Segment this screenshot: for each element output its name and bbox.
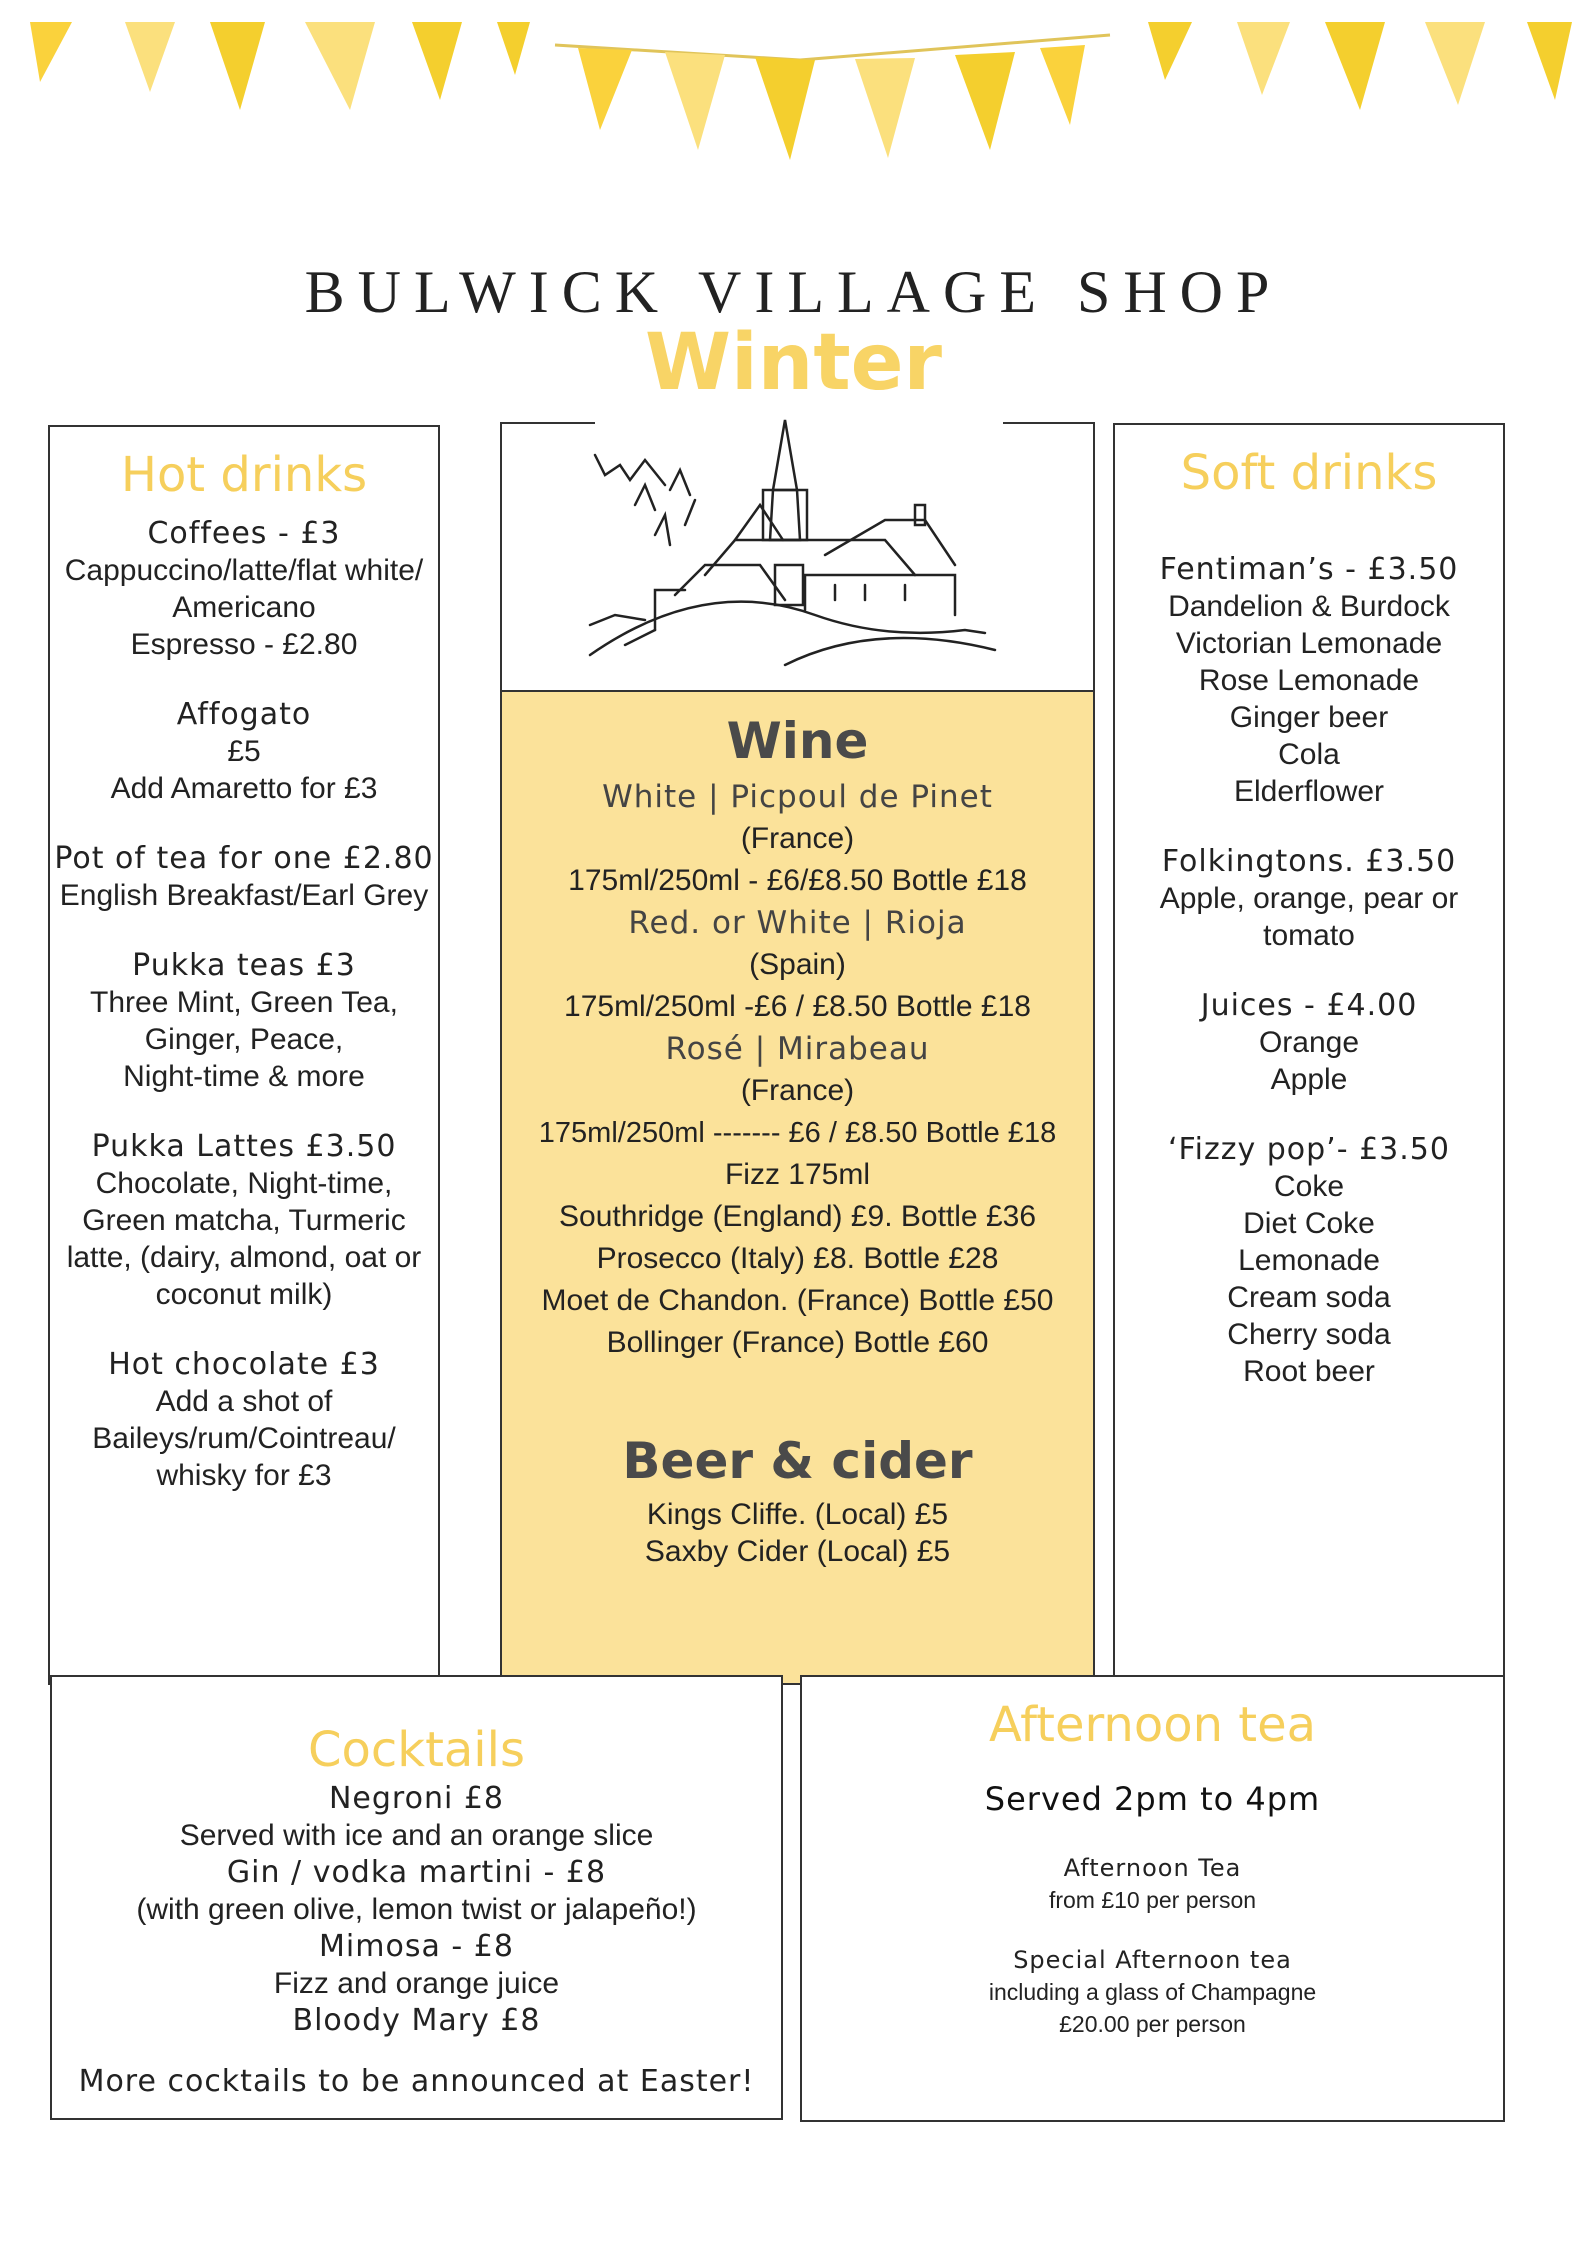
beer-cider-title: Beer & cider xyxy=(622,1432,973,1490)
menu-item: Diet Coke xyxy=(1243,1207,1375,1240)
menu-group-heading: Fentiman’s - £3.50 xyxy=(1159,552,1459,587)
group-spacer xyxy=(50,807,438,840)
menu-item: Cola xyxy=(1278,738,1340,771)
wine-item: Rosé | Mirabeau xyxy=(665,1031,930,1067)
beer-list xyxy=(502,1496,1093,1570)
menu-group xyxy=(50,840,438,914)
menu-item: whisky for £3 xyxy=(156,1459,332,1492)
wine-item: 175ml/250ml -£6 / £8.50 Bottle £18 xyxy=(564,990,1031,1023)
soft-drinks-title: Soft drinks xyxy=(1180,445,1438,501)
cocktails-title: Cocktails xyxy=(308,1722,525,1778)
shop-name: BULWICK VILLAGE SHOP xyxy=(304,259,1283,325)
group-spacer xyxy=(1115,810,1503,843)
wine-item: Bollinger (France) Bottle £60 xyxy=(606,1326,989,1359)
group-spacer xyxy=(1115,1098,1503,1131)
afternoon-tea-item xyxy=(802,1852,1503,1916)
menu-item: Ginger, Peace, xyxy=(144,1023,344,1056)
menu-item: Cream soda xyxy=(1227,1281,1391,1314)
cocktail-item: Served with ice and an orange slice xyxy=(179,1819,654,1852)
wine-title: Wine xyxy=(726,712,869,770)
wine-item: 175ml/250ml ------- £6 / £8.50 Bottle £18 xyxy=(538,1117,1057,1149)
afternoon-tea-panel xyxy=(800,1675,1505,2122)
menu-item: Baileys/rum/Cointreau/ xyxy=(92,1422,396,1455)
menu-group-heading: Pukka Lattes £3.50 xyxy=(91,1129,397,1164)
menu-group xyxy=(1115,987,1503,1098)
menu-group xyxy=(1115,1131,1503,1390)
menu-group xyxy=(50,947,438,1095)
afternoon-tea-price: £20.00 per person xyxy=(1059,2011,1246,2037)
menu-item: Coke xyxy=(1273,1170,1345,1203)
cocktails-footer-note: More cocktails to be announced at Easter! xyxy=(78,2064,755,2099)
wine-item: Red. or White | Rioja xyxy=(628,905,967,941)
hot-drinks-list xyxy=(50,515,438,1494)
soft-drinks-list xyxy=(1115,551,1503,1390)
menu-item: Victorian Lemonade xyxy=(1175,627,1443,660)
menu-item: Americano xyxy=(172,591,316,624)
cocktail-item: Bloody Mary £8 xyxy=(292,2003,541,2038)
cocktails-panel xyxy=(50,1675,783,2120)
menu-item: Three Mint, Green Tea, xyxy=(90,986,398,1019)
wine-item: 175ml/250ml - £6/£8.50 Bottle £18 xyxy=(568,864,1027,897)
special-afternoon-tea-item xyxy=(802,1944,1503,2040)
menu-group xyxy=(50,1128,438,1313)
menu-item: tomato xyxy=(1263,919,1355,952)
group-spacer xyxy=(1115,954,1503,987)
menu-group-heading: Affogato xyxy=(176,697,312,732)
wine-item: Prosecco (Italy) £8. Bottle £28 xyxy=(596,1242,999,1275)
menu-group-heading: Pot of tea for one £2.80 xyxy=(54,841,434,876)
menu-group-heading: Folkingtons. £3.50 xyxy=(1161,844,1457,879)
menu-item: Dandelion & Burdock xyxy=(1168,590,1450,623)
menu-item: Rose Lemonade xyxy=(1198,664,1420,697)
menu-group xyxy=(50,515,438,663)
menu-item: Cappuccino/latte/flat white/ xyxy=(64,554,424,587)
menu-group xyxy=(50,696,438,807)
hot-drinks-panel xyxy=(48,425,440,1685)
menu-item: Add Amaretto for £3 xyxy=(110,772,378,805)
menu-group xyxy=(50,1346,438,1494)
menu-item: Apple, orange, pear or xyxy=(1159,882,1459,915)
afternoon-tea-detail: including a glass of Champagne xyxy=(988,1979,1317,2005)
beer-item: Saxby Cider (Local) £5 xyxy=(644,1535,951,1568)
menu-item: Apple xyxy=(1270,1063,1348,1096)
menu-item: Night-time & more xyxy=(123,1060,365,1093)
menu-group-heading: Juices - £4.00 xyxy=(1200,988,1418,1023)
cocktail-item: Negroni £8 xyxy=(328,1781,505,1816)
wine-panel xyxy=(500,690,1095,1685)
menu-item: English Breakfast/Earl Grey xyxy=(59,879,429,912)
menu-item: Add a shot of xyxy=(155,1385,333,1418)
menu-item: Orange xyxy=(1258,1026,1360,1059)
menu-item: Elderflower xyxy=(1233,775,1385,808)
season-title: Winter xyxy=(645,318,942,408)
wine-list xyxy=(502,776,1093,1364)
menu-item: Cherry soda xyxy=(1227,1318,1391,1351)
served-times: Served 2pm to 4pm xyxy=(984,1780,1321,1818)
wine-item: (France) xyxy=(740,822,855,855)
afternoon-tea-name: Afternoon Tea xyxy=(1063,1854,1242,1882)
bunting-flags xyxy=(30,22,1572,160)
cocktail-item: Gin / vodka martini - £8 xyxy=(226,1855,607,1890)
village-church-sketch xyxy=(585,415,1005,680)
menu-group-heading: Pukka teas £3 xyxy=(132,948,356,983)
group-spacer xyxy=(50,914,438,947)
menu-item: Espresso - £2.80 xyxy=(130,628,358,661)
hot-drinks-title: Hot drinks xyxy=(120,447,368,503)
soft-drinks-panel xyxy=(1113,423,1505,1685)
cocktails-list xyxy=(52,1780,781,2039)
wine-item: Fizz 175ml xyxy=(724,1158,871,1191)
wine-item: Moet de Chandon. (France) Bottle £50 xyxy=(541,1284,1054,1317)
menu-item: £5 xyxy=(227,735,261,768)
menu-item: Chocolate, Night-time, xyxy=(95,1167,393,1200)
menu-group-heading: ‘Fizzy pop’- £3.50 xyxy=(1168,1132,1450,1167)
wine-item: (France) xyxy=(740,1074,855,1107)
menu-item: Lemonade xyxy=(1238,1244,1380,1277)
menu-group-heading: Coffees - £3 xyxy=(147,516,341,551)
menu-item: Root beer xyxy=(1243,1355,1375,1388)
menu-group xyxy=(1115,551,1503,810)
menu-item: latte, (dairy, almond, oat or xyxy=(66,1241,422,1274)
beer-item: Kings Cliffe. (Local) £5 xyxy=(646,1498,949,1531)
wine-item: White | Picpoul de Pinet xyxy=(602,779,993,815)
menu-group-heading: Hot chocolate £3 xyxy=(108,1347,380,1382)
afternoon-tea-name: Special Afternoon tea xyxy=(1013,1946,1292,1974)
cocktail-item: Mimosa - £8 xyxy=(319,1929,514,1964)
menu-item: Green matcha, Turmeric xyxy=(82,1204,406,1237)
menu-item: Ginger beer xyxy=(1229,701,1389,734)
menu-group xyxy=(1115,843,1503,954)
group-spacer xyxy=(50,1313,438,1346)
wine-item: Southridge (England) £9. Bottle £36 xyxy=(559,1200,1036,1233)
menu-item: coconut milk) xyxy=(155,1278,333,1311)
cocktail-item: Fizz and orange juice xyxy=(273,1967,560,2000)
cocktail-item: (with green olive, lemon twist or jalapeño!) xyxy=(136,1893,697,1926)
afternoon-tea-price: from £10 per person xyxy=(1048,1887,1257,1913)
afternoon-tea-title: Afternoon tea xyxy=(988,1697,1317,1753)
group-spacer xyxy=(50,1095,438,1128)
group-spacer xyxy=(50,663,438,696)
bunting-decoration xyxy=(0,0,1587,170)
wine-item: (Spain) xyxy=(749,948,846,981)
